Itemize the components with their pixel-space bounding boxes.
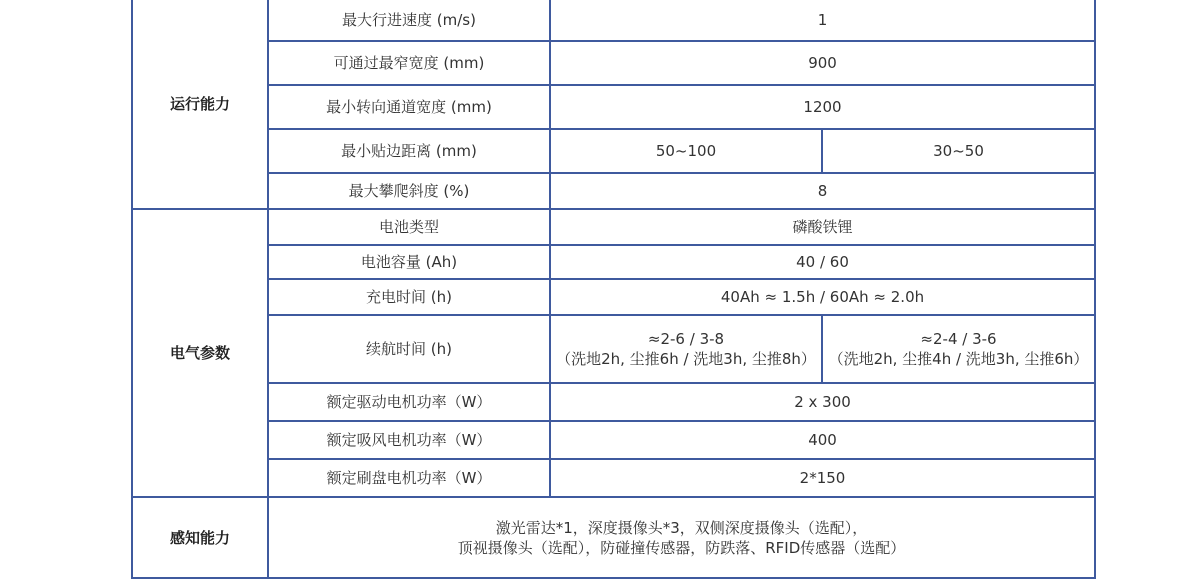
category-perception-capability: 感知能力: [132, 497, 268, 578]
category-electrical-parameters: 电气参数: [132, 209, 268, 497]
row-value: 900: [550, 41, 1095, 85]
spec-table: [131, 0, 1096, 579]
sensors-line: 顶视摄像头（选配），防碰撞传感器，防跌落、RFID传感器（选配）: [457, 538, 906, 557]
table-row: [132, 279, 1095, 315]
runtime-detail: （洗地2h, 尘推6h / 洗地3h, 尘推8h）: [556, 350, 816, 368]
row-value: 400: [550, 421, 1095, 459]
row-label: 电池类型: [268, 209, 550, 245]
row-value: 1200: [550, 85, 1095, 129]
row-value: 磷酸铁锂: [550, 209, 1095, 245]
row-label: 可通过最窄宽度 (mm): [268, 41, 550, 85]
row-value-model-b: [822, 315, 1095, 383]
row-value: 40Ah ≈ 1.5h / 60Ah ≈ 2.0h: [550, 279, 1095, 315]
row-label: 最小贴边距离 (mm): [268, 129, 550, 173]
sensors-line: 激光雷达*1，深度摄像头*3，双侧深度摄像头（选配），: [495, 518, 868, 537]
runtime-range: ≈2-4 / 3-6: [920, 330, 997, 348]
table-row: [132, 129, 1095, 173]
row-value-model-b: 30~50: [822, 129, 1095, 173]
table-row: [132, 85, 1095, 129]
table-row: [132, 497, 1095, 578]
runtime-range: ≈2-6 / 3-8: [647, 330, 725, 348]
row-label: 最大攀爬斜度 (%): [268, 173, 550, 209]
row-value: 2 x 300: [550, 383, 1095, 421]
table-row: [132, 315, 1095, 383]
row-label: 电池容量 (Ah): [268, 245, 550, 279]
table-row: [132, 245, 1095, 279]
table-row: [132, 173, 1095, 209]
category-operating-capability: 运行能力: [132, 0, 268, 209]
table-row: [132, 459, 1095, 497]
runtime-detail: （洗地2h, 尘推4h / 洗地3h, 尘推6h）: [828, 350, 1089, 368]
row-value: 40 / 60: [550, 245, 1095, 279]
row-label: 额定吸风电机功率（W）: [268, 421, 550, 459]
table-row: [132, 0, 1095, 41]
row-label: 续航时间 (h): [268, 315, 550, 383]
row-value-model-a: [550, 315, 822, 383]
row-value: 1: [550, 0, 1095, 41]
table-row: [132, 41, 1095, 85]
row-label: 最大行进速度 (m/s): [268, 0, 550, 41]
row-label: 充电时间 (h): [268, 279, 550, 315]
row-value: 2*150: [550, 459, 1095, 497]
row-value-model-a: 50~100: [550, 129, 822, 173]
table-row: [132, 209, 1095, 245]
perception-sensors: [268, 497, 1095, 578]
row-label: 额定驱动电机功率（W）: [268, 383, 550, 421]
table-row: [132, 383, 1095, 421]
row-value: 8: [550, 173, 1095, 209]
row-label: 额定刷盘电机功率（W）: [268, 459, 550, 497]
row-label: 最小转向通道宽度 (mm): [268, 85, 550, 129]
table-row: [132, 421, 1095, 459]
